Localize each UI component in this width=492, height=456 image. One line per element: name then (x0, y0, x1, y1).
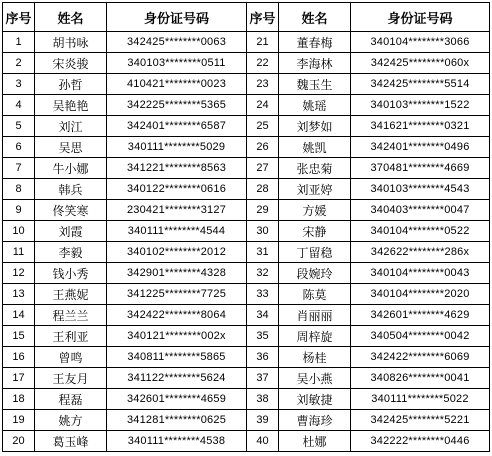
seq-cell-right: 35 (247, 326, 279, 347)
id-header-right: 身份证号码 (351, 3, 490, 32)
id-cell-right: 341621********0321 (351, 116, 490, 137)
name-cell-left: 牛小娜 (35, 158, 107, 179)
name-cell-left: 刘霞 (35, 221, 107, 242)
name-cell-right: 姚凯 (279, 137, 351, 158)
id-cell-right: 340826********0041 (351, 368, 490, 389)
id-cell-left: 340111********4538 (107, 431, 247, 452)
seq-cell-left: 1 (3, 32, 35, 53)
table-row (3, 389, 490, 410)
table-row (3, 74, 490, 95)
name-cell-left: 王燕妮 (35, 284, 107, 305)
seq-cell-right: 34 (247, 305, 279, 326)
seq-cell-right: 39 (247, 410, 279, 431)
name-cell-right: 宋静 (279, 221, 351, 242)
header-row (3, 3, 490, 32)
table-row (3, 200, 490, 221)
id-cell-left: 340103********0511 (107, 53, 247, 74)
id-cell-left: 342901********4328 (107, 263, 247, 284)
name-cell-right: 姚瑶 (279, 95, 351, 116)
seq-cell-left: 13 (3, 284, 35, 305)
seq-cell-right: 24 (247, 95, 279, 116)
id-cell-left: 342425********0063 (107, 32, 247, 53)
id-cell-left: 230421********3127 (107, 200, 247, 221)
id-cell-left: 340122********0616 (107, 179, 247, 200)
name-cell-left: 程兰兰 (35, 305, 107, 326)
id-header-left: 身份证号码 (107, 3, 247, 32)
name-cell-right: 魏玉生 (279, 74, 351, 95)
table-row (3, 263, 490, 284)
seq-cell-left: 15 (3, 326, 35, 347)
table-row (3, 305, 490, 326)
id-cell-left: 342401********6587 (107, 116, 247, 137)
table-row (3, 53, 490, 74)
id-cell-left: 340121********002x (107, 326, 247, 347)
name-cell-right: 杜娜 (279, 431, 351, 452)
id-cell-left: 340111********4544 (107, 221, 247, 242)
seq-cell-left: 2 (3, 53, 35, 74)
id-cell-right: 370481********4669 (351, 158, 490, 179)
id-cell-left: 341221********8563 (107, 158, 247, 179)
table-row (3, 284, 490, 305)
id-cell-left: 342601********4659 (107, 389, 247, 410)
table-row (3, 326, 490, 347)
table-row (3, 242, 490, 263)
id-cell-right: 342222********0446 (351, 431, 490, 452)
seq-cell-right: 27 (247, 158, 279, 179)
seq-cell-right: 37 (247, 368, 279, 389)
name-cell-right: 张忠菊 (279, 158, 351, 179)
name-cell-right: 董春梅 (279, 32, 351, 53)
seq-cell-right: 32 (247, 263, 279, 284)
id-cell-right: 340103********4543 (351, 179, 490, 200)
name-cell-right: 吴小燕 (279, 368, 351, 389)
table-row (3, 158, 490, 179)
seq-cell-left: 12 (3, 263, 35, 284)
seq-cell-right: 30 (247, 221, 279, 242)
id-cell-right: 340104********0522 (351, 221, 490, 242)
table-row (3, 410, 490, 431)
name-header-right: 姓名 (279, 3, 351, 32)
name-cell-left: 葛玉峰 (35, 431, 107, 452)
seq-cell-right: 22 (247, 53, 279, 74)
roster-table (2, 2, 490, 452)
id-cell-right: 342425********5221 (351, 410, 490, 431)
table-row (3, 116, 490, 137)
name-cell-right: 刘梦如 (279, 116, 351, 137)
seq-cell-right: 25 (247, 116, 279, 137)
name-cell-left: 吴艳艳 (35, 95, 107, 116)
name-cell-right: 杨桂 (279, 347, 351, 368)
seq-cell-left: 3 (3, 74, 35, 95)
roster-body (3, 32, 490, 452)
id-cell-left: 340811********5865 (107, 347, 247, 368)
id-cell-left: 342422********8064 (107, 305, 247, 326)
name-cell-left: 刘江 (35, 116, 107, 137)
seq-cell-left: 14 (3, 305, 35, 326)
seq-cell-right: 31 (247, 242, 279, 263)
seq-cell-right: 26 (247, 137, 279, 158)
name-header-left: 姓名 (35, 3, 107, 32)
name-cell-right: 陈莫 (279, 284, 351, 305)
seq-cell-left: 7 (3, 158, 35, 179)
id-cell-right: 340504********0042 (351, 326, 490, 347)
seq-cell-right: 23 (247, 74, 279, 95)
seq-cell-left: 11 (3, 242, 35, 263)
name-cell-right: 丁留稳 (279, 242, 351, 263)
table-row (3, 137, 490, 158)
seq-cell-left: 20 (3, 431, 35, 452)
id-cell-right: 342401********0496 (351, 137, 490, 158)
id-cell-right: 342601********4629 (351, 305, 490, 326)
table-row (3, 221, 490, 242)
id-cell-left: 342225********5365 (107, 95, 247, 116)
seq-cell-left: 5 (3, 116, 35, 137)
seq-cell-left: 9 (3, 200, 35, 221)
id-cell-left: 340111********5029 (107, 137, 247, 158)
id-cell-left: 410421********0023 (107, 74, 247, 95)
id-cell-left: 341281********0625 (107, 410, 247, 431)
name-cell-left: 李毅 (35, 242, 107, 263)
seq-cell-left: 18 (3, 389, 35, 410)
name-cell-right: 曹海珍 (279, 410, 351, 431)
seq-cell-right: 33 (247, 284, 279, 305)
id-cell-left: 341225********7725 (107, 284, 247, 305)
seq-cell-right: 28 (247, 179, 279, 200)
table-row (3, 368, 490, 389)
table-row (3, 431, 490, 452)
id-cell-right: 340103********1522 (351, 95, 490, 116)
seq-header-left: 序号 (3, 3, 35, 32)
seq-cell-right: 36 (247, 347, 279, 368)
table-row (3, 179, 490, 200)
name-cell-right: 刘敏捷 (279, 389, 351, 410)
id-cell-right: 342622********286x (351, 242, 490, 263)
seq-cell-right: 40 (247, 431, 279, 452)
name-cell-left: 胡书咏 (35, 32, 107, 53)
seq-header-right: 序号 (247, 3, 279, 32)
seq-cell-right: 29 (247, 200, 279, 221)
name-cell-left: 钱小秀 (35, 263, 107, 284)
name-cell-left: 程磊 (35, 389, 107, 410)
id-cell-right: 340104********3066 (351, 32, 490, 53)
name-cell-left: 佟笑寒 (35, 200, 107, 221)
id-cell-right: 340104********0043 (351, 263, 490, 284)
name-cell-left: 王利亚 (35, 326, 107, 347)
name-cell-left: 王友月 (35, 368, 107, 389)
id-cell-right: 342422********6069 (351, 347, 490, 368)
seq-cell-left: 16 (3, 347, 35, 368)
id-cell-left: 341122********5624 (107, 368, 247, 389)
seq-cell-left: 8 (3, 179, 35, 200)
name-cell-right: 刘亚婷 (279, 179, 351, 200)
id-cell-right: 342425********5514 (351, 74, 490, 95)
name-cell-left: 孙哲 (35, 74, 107, 95)
name-cell-left: 韩兵 (35, 179, 107, 200)
table-row (3, 95, 490, 116)
name-cell-right: 肖丽丽 (279, 305, 351, 326)
table-row (3, 347, 490, 368)
id-cell-left: 340102********2012 (107, 242, 247, 263)
name-cell-right: 周梓旋 (279, 326, 351, 347)
name-cell-left: 宋炎骏 (35, 53, 107, 74)
seq-cell-left: 6 (3, 137, 35, 158)
seq-cell-left: 19 (3, 410, 35, 431)
id-cell-right: 340104********2020 (351, 284, 490, 305)
name-cell-right: 方媛 (279, 200, 351, 221)
seq-cell-left: 17 (3, 368, 35, 389)
table-row (3, 32, 490, 53)
seq-cell-right: 38 (247, 389, 279, 410)
seq-cell-left: 4 (3, 95, 35, 116)
id-cell-right: 342425********060x (351, 53, 490, 74)
name-cell-left: 姚方 (35, 410, 107, 431)
name-cell-right: 李海林 (279, 53, 351, 74)
name-cell-left: 曾鸣 (35, 347, 107, 368)
seq-cell-right: 21 (247, 32, 279, 53)
name-cell-left: 吴思 (35, 137, 107, 158)
id-cell-right: 340111********5022 (351, 389, 490, 410)
id-cell-right: 340403********0047 (351, 200, 490, 221)
seq-cell-left: 10 (3, 221, 35, 242)
name-cell-right: 段婉玲 (279, 263, 351, 284)
